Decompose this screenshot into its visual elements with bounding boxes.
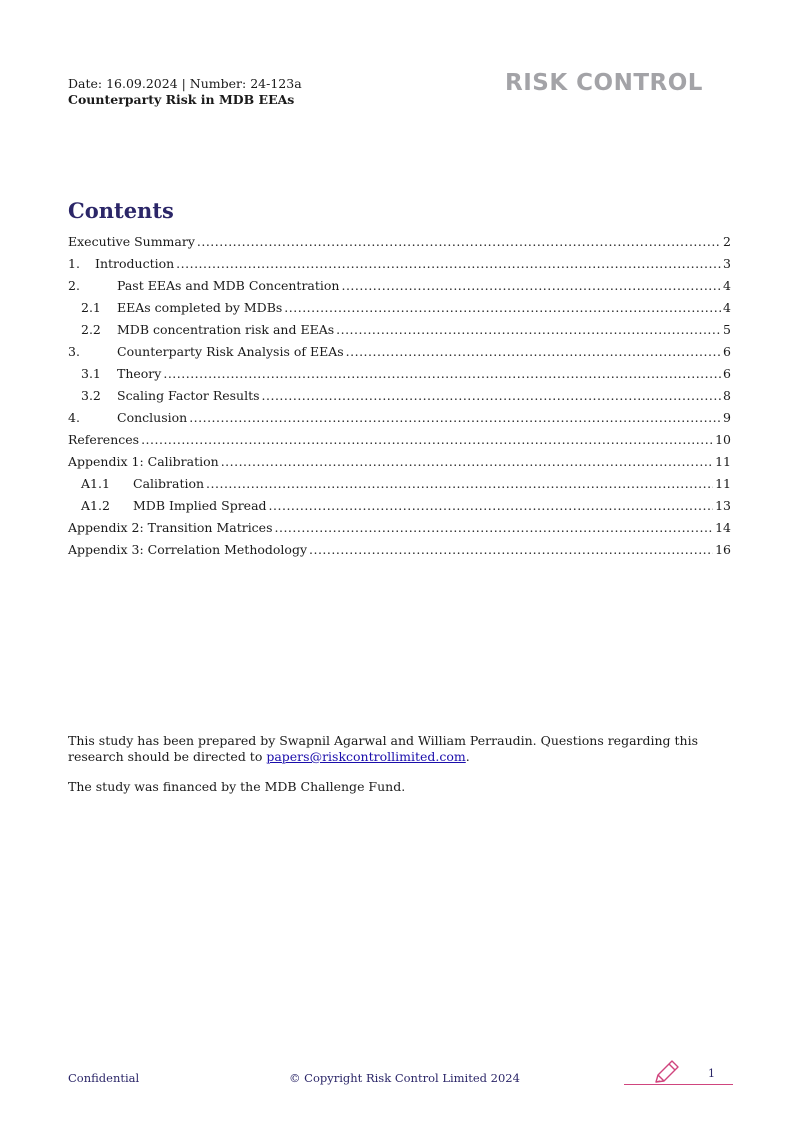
toc-entry-appendix-2[interactable] bbox=[68, 520, 731, 542]
toc-entry-conclusion[interactable] bbox=[68, 410, 731, 432]
toc-leader bbox=[341, 278, 721, 293]
toc-label: MDB Implied Spread bbox=[133, 498, 267, 513]
toc-leader bbox=[275, 520, 714, 535]
toc-number: 2. bbox=[68, 278, 80, 293]
authors-text-end: . bbox=[465, 749, 470, 764]
toc-number: 1. bbox=[68, 256, 80, 271]
toc-label: Counterparty Risk Analysis of EEAs bbox=[117, 344, 344, 359]
toc-label: MDB concentration risk and EEAs bbox=[117, 322, 335, 337]
toc-leader bbox=[189, 410, 721, 425]
toc-page: 3 bbox=[723, 256, 731, 271]
toc-entry-past-eeas[interactable] bbox=[68, 278, 731, 300]
toc-label: Past EEAs and MDB Concentration bbox=[117, 278, 340, 293]
toc-label: Conclusion bbox=[117, 410, 188, 425]
toc-leader bbox=[309, 542, 713, 557]
toc-leader bbox=[206, 476, 713, 491]
toc-label: Calibration bbox=[133, 476, 205, 491]
toc-entry-references[interactable] bbox=[68, 432, 731, 454]
company-logo: RISK CONTROL bbox=[505, 70, 703, 96]
toc-entry-theory[interactable] bbox=[68, 366, 731, 388]
table-of-contents bbox=[68, 234, 731, 564]
toc-leader bbox=[262, 388, 722, 403]
toc-page: 11 bbox=[715, 476, 731, 491]
toc-number: A1.2 bbox=[81, 498, 110, 513]
toc-entry-eeas-completed[interactable] bbox=[68, 300, 731, 322]
toc-leader bbox=[176, 256, 721, 271]
toc-leader bbox=[221, 454, 713, 469]
toc-page: 4 bbox=[723, 278, 731, 293]
toc-entry-appendix-3[interactable] bbox=[68, 542, 731, 564]
toc-page: 9 bbox=[723, 410, 731, 425]
document-header bbox=[68, 76, 302, 108]
toc-number: 2.2 bbox=[81, 322, 101, 337]
toc-leader bbox=[336, 322, 721, 337]
toc-page: 13 bbox=[715, 498, 731, 513]
funding-paragraph: The study was financed by the MDB Challenge Fund. bbox=[68, 779, 406, 794]
contents-heading: Contents bbox=[68, 198, 174, 223]
pencil-icon bbox=[652, 1058, 682, 1086]
toc-number: 3.2 bbox=[81, 388, 101, 403]
toc-leader bbox=[284, 300, 721, 315]
toc-number: 3. bbox=[68, 344, 80, 359]
toc-entry-appendix-1[interactable] bbox=[68, 454, 731, 476]
footer-confidential: Confidential bbox=[68, 1071, 140, 1085]
study-credits bbox=[68, 733, 728, 809]
toc-page: 11 bbox=[715, 454, 731, 469]
toc-label: Appendix 1: Calibration bbox=[68, 454, 219, 469]
footer-copyright: © Copyright Risk Control Limited 2024 bbox=[289, 1071, 520, 1085]
toc-page: 2 bbox=[723, 234, 731, 249]
toc-page: 6 bbox=[723, 344, 731, 359]
toc-label: Appendix 3: Correlation Methodology bbox=[68, 542, 308, 557]
toc-number: 3.1 bbox=[81, 366, 101, 381]
toc-label: Executive Summary bbox=[68, 234, 195, 249]
toc-label: References bbox=[68, 432, 140, 447]
authors-paragraph bbox=[68, 733, 728, 765]
toc-number: 4. bbox=[68, 410, 80, 425]
toc-number: 2.1 bbox=[81, 300, 101, 315]
toc-label: Scaling Factor Results bbox=[117, 388, 260, 403]
toc-entry-executive-summary[interactable] bbox=[68, 234, 731, 256]
toc-leader bbox=[197, 234, 721, 249]
toc-page: 10 bbox=[715, 432, 731, 447]
document-title: Counterparty Risk in MDB EEAs bbox=[68, 92, 295, 107]
toc-page: 5 bbox=[723, 322, 731, 337]
toc-leader bbox=[163, 366, 721, 381]
toc-entry-mdb-concentration[interactable] bbox=[68, 322, 731, 344]
toc-entry-scaling-factor[interactable] bbox=[68, 388, 731, 410]
toc-page: 6 bbox=[723, 366, 731, 381]
toc-page: 16 bbox=[715, 542, 731, 557]
toc-label: Appendix 2: Transition Matrices bbox=[68, 520, 273, 535]
toc-leader bbox=[346, 344, 721, 359]
email-link[interactable]: papers@riskcontrollimited.com bbox=[266, 749, 466, 764]
authors-text: This study has been prepared by Swapnil Agarwal and William Perraudin. Questions regarding this research should be directed to bbox=[68, 733, 699, 764]
page-number: 1 bbox=[708, 1067, 715, 1080]
toc-entry-counterparty-risk[interactable] bbox=[68, 344, 731, 366]
toc-leader bbox=[141, 432, 713, 447]
toc-entry-a1-1-calibration[interactable] bbox=[68, 476, 731, 498]
toc-page: 14 bbox=[715, 520, 731, 535]
toc-label: Theory bbox=[117, 366, 162, 381]
toc-entry-introduction[interactable] bbox=[68, 256, 731, 278]
toc-leader bbox=[269, 498, 714, 513]
date-number-line: Date: 16.09.2024 | Number: 24-123a bbox=[68, 76, 302, 91]
toc-label: Introduction bbox=[95, 256, 175, 271]
toc-page: 4 bbox=[723, 300, 731, 315]
toc-page: 8 bbox=[723, 388, 731, 403]
footer-accent-line bbox=[624, 1084, 733, 1085]
toc-entry-a1-2-implied-spread[interactable] bbox=[68, 498, 731, 520]
toc-label: EEAs completed by MDBs bbox=[117, 300, 283, 315]
toc-number: A1.1 bbox=[81, 476, 110, 491]
